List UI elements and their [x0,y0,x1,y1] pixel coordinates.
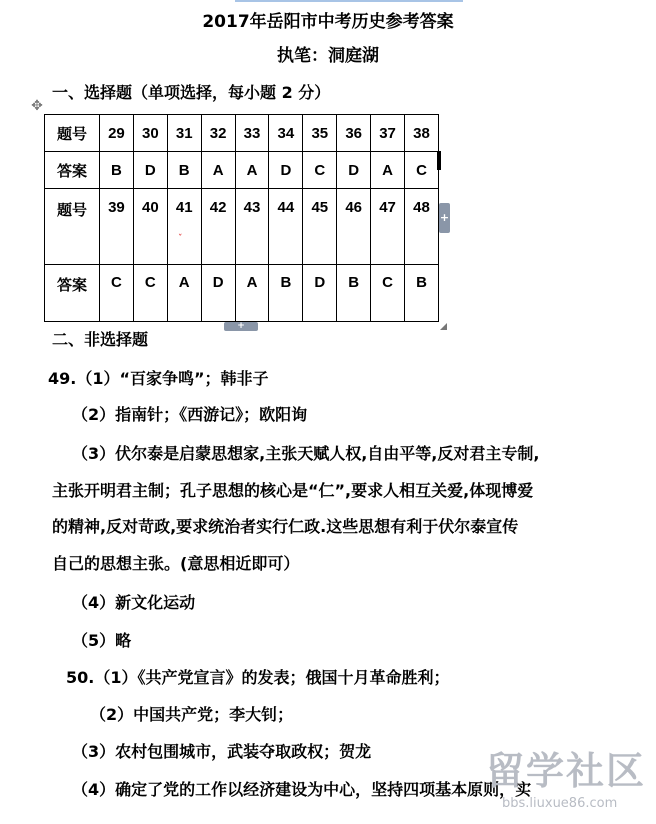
answer-line: （3）农村包围城市，武装夺取政权；贺龙 [72,742,372,761]
question-number: 35 [303,115,337,152]
add-row-plus-icon[interactable]: + [439,203,450,233]
question-number: 45 [303,189,337,265]
answer-cell: B [337,265,371,322]
answer-line: （5）略 [72,631,132,650]
answer-cell: C [405,152,439,189]
top-border-line [235,0,463,2]
section1-heading: 一、选择题（单项选择，每小题 2 分） [52,83,331,102]
site-watermark [478,748,656,824]
section2-heading: 二、非选择题 [52,330,149,349]
answer-cell: D [133,152,167,189]
answer-line: （2）中国共产党；李大钊； [90,705,294,724]
question-number: 44 [269,189,303,265]
answer-line: 的精神,反对苛政,要求统治者实行仁政.这些思想有利于伏尔泰宣传 [52,517,519,536]
answer-line: （3）伏尔泰是启蒙思想家,主张天赋人权,自由平等,反对君主专制, [72,444,540,463]
question-number: 30 [133,115,167,152]
answer-line: 50.（1）《共产党宣言》的发表；俄国十月革命胜利； [66,668,450,687]
answer-cell: A [371,152,405,189]
question-number: 33 [235,115,269,152]
answer-line: 49.（1）“百家争鸣”；韩非子 [48,369,269,388]
question-number: 41 [167,189,201,265]
question-number: 38 [405,115,439,152]
cursor-bar [437,151,441,170]
answer-cell: B [100,152,134,189]
question-number: 39 [100,189,134,265]
answer-cell: B [405,265,439,322]
table-row [45,265,439,322]
question-number: 47 [371,189,405,265]
answer-cell: A [235,152,269,189]
answer-line: （2）指南针；《西游记》；欧阳询 [72,405,308,424]
answer-cell: C [303,152,337,189]
answer-cell: C [371,265,405,322]
table-row [45,152,439,189]
add-column-plus-icon[interactable]: + [224,322,258,331]
row-label: 题号 [45,115,100,152]
table-move-handle-icon[interactable]: ✥ [31,98,43,114]
question-number: 42 [201,189,235,265]
row-label: 答案 [45,265,100,322]
watermark-url: bbs.liuxue86.com [502,796,618,811]
document-author: 执笔：洞庭湖 [277,46,379,66]
answer-cell: D [303,265,337,322]
answer-cell: B [167,152,201,189]
answer-cell: A [201,152,235,189]
answer-line: 主张开明君主制；孔子思想的核心是“仁”,要求人相互关爱,体现博爱 [52,481,534,500]
question-number: 29 [100,115,134,152]
question-number: 37 [371,115,405,152]
question-number: 46 [337,189,371,265]
watermark-logo-text: 留学社区 [486,749,647,793]
table-row [45,189,439,265]
answer-cell: C [100,265,134,322]
answer-cell: D [269,152,303,189]
question-number: 40 [133,189,167,265]
question-number: 34 [269,115,303,152]
row-label: 答案 [45,152,100,189]
answer-cell: D [337,152,371,189]
question-number: 31 [167,115,201,152]
question-number: 32 [201,115,235,152]
answer-line: 自己的思想主张。(意思相近即可） [52,554,300,573]
table-resize-handle-icon[interactable] [440,323,447,330]
table-row [45,115,439,152]
row-label: 题号 [45,189,100,265]
answer-line: （4）新文化运动 [72,593,196,612]
answer-cell: C [133,265,167,322]
question-number: 48 [405,189,439,265]
answer-table [44,114,439,322]
spelling-mark-icon: ˇ [178,234,183,244]
answer-line: （4）确定了党的工作以经济建设为中心，坚持四项基本原则，实 [72,780,532,799]
answer-cell: B [269,265,303,322]
document-title: 2017年岳阳市中考历史参考答案 [202,12,454,32]
answer-cell: A [235,265,269,322]
question-number: 43 [235,189,269,265]
answer-cell: D [201,265,235,322]
answer-cell: A [167,265,201,322]
question-number: 36 [337,115,371,152]
